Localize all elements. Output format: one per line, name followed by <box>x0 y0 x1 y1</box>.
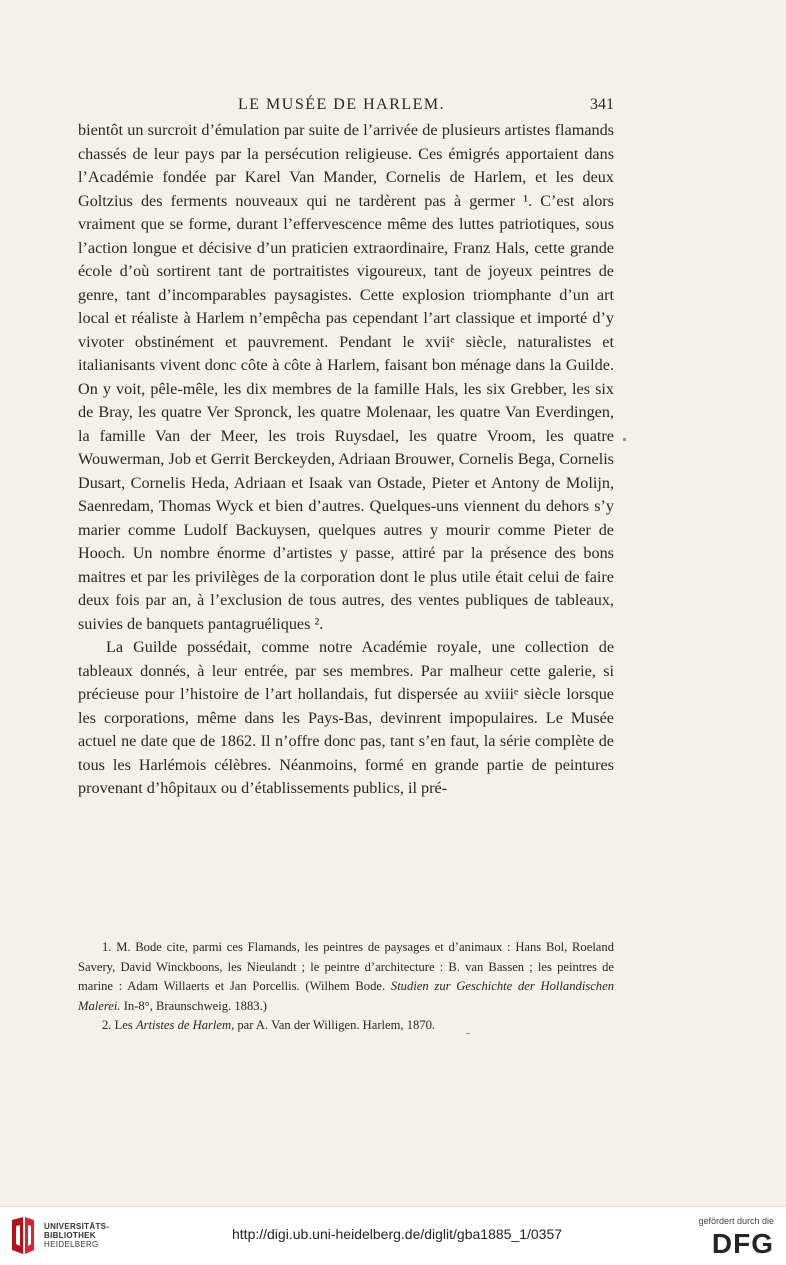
sponsor <box>684 1216 774 1259</box>
footnote-1 <box>78 938 614 1016</box>
page-number: 341 <box>590 96 614 113</box>
library-name-line: HEIDELBERG <box>44 1240 99 1249</box>
permalink[interactable]: http://digi.ub.uni-heidelberg.de/diglit/gba1885_1/0357 <box>232 1226 563 1242</box>
digitization-footer <box>0 1206 786 1265</box>
university-library-logo-icon[interactable] <box>10 1216 36 1256</box>
running-title: LE MUSÉE DE HARLEM. <box>238 96 446 113</box>
sponsor-label: gefördert durch die <box>698 1216 774 1226</box>
footnote-2 <box>78 1016 614 1036</box>
scan-speck <box>623 438 626 441</box>
footnotes <box>78 938 614 1036</box>
scan-speck <box>466 1033 470 1034</box>
footnote-1-title: Studien zur Geschichte der Hollandischen Malerei. <box>78 979 614 1013</box>
footnote-1-end: In-8°, Braunschweig. 1883.) <box>120 998 267 1013</box>
library-name <box>44 1222 109 1249</box>
footnote-1-text: 1. M. Bode cite, parmi ces Flamands, les peintres de paysages et d’animaux : Hans Bol, Roeland Savery, David Winckboons, les Nieulandt ; le peintre d’architecture : B. van Bassen ; les peintres de marine : Adam Willaerts et Jan Porcellis. (Wilhem Bode. <box>78 940 614 993</box>
library-name-line: UNIVERSITÄTS- <box>44 1222 110 1231</box>
paragraph-1: bientôt un surcroit d’émulation par suite de l’arrivée de plusieurs artistes flamands chassés de leur pays par la persécution religieuse. Ces émigrés apportaient dans l’Académie fondée par Karel Van Mander, Cornelis de Harlem, et les deux Goltzius des ferments nouveaux qui ne tardèrent pas à germer ¹. C’est alors vraiment que se forme, durant l’effervescence même des luttes patriotiques, sous l’action longue et décisive d’un praticien extraordinaire, Franz Hals, cette grande école d’où sortirent tant de portraitistes vigoureux, tant de joyeux peintres de genre, tant d’incomparables paysagistes. Cette explosion triomphante d’un art local et réaliste à Harlem n’empêcha pas cependant l’art classique et importé d’y vivoter obstinément et pauvrement. Pendant le xviiᵉ siècle, naturalistes et italianisants vivent donc côte à côte à Harlem, faisant bon ménage dans la Guilde. On y voit, pêle-mêle, les dix membres de la famille Hals, les six Grebber, les six de Bray, les quatre Ver Spronck, les quatre Molenaar, les quatre Van Everdingen, la famille Van der Meer, les trois Ruysdael, les quatre Vroom, les quatre Wouwerman, Job et Gerrit Berckeyden, Adriaan Brouwer, Cornelis Bega, Cornelis Dusart, Cornelis Heda, Adriaan et Isaak van Ostade, Pieter et Antony de Molijn, Saenredam, Thomas Wyck et bien d’autres. Quelques-uns viennent du dehors s’y marier comme Ludolf Backuysen, quelques autres y mourir comme Pieter de Hooch. Un nombre énorme d’artistes y passe, attiré par la présence des bons maitres et par les privilèges de la corporation dont le plus utile était celui de faire deux fois par an, à l’exclusion de tous autres, des ventes publiques de tableaux, suivies de banquets pantagruéliques ². <box>78 121 614 633</box>
footnote-2-text: 2. Les <box>102 1018 136 1032</box>
main-text <box>78 119 614 801</box>
dfg-logo[interactable]: DFG <box>711 1228 774 1259</box>
page-header <box>78 96 614 120</box>
library-name-line: BIBLIOTHEK <box>44 1231 96 1240</box>
paragraph-2: La Guilde possédait, comme notre Académie royale, une collection de tableaux donnés, à leur entrée, par ses membres. Par malheur cette galerie, si précieuse pour l’histoire de l’art hollandais, fut dispersée au xviiiᵉ siècle lorsque les corporations, même dans les Pays-Bas, devinrent impopulaires. Le Musée actuel ne date que de 1862. Il n’offre donc pas, tant s’en faut, la série complète de tous les Harlémois célèbres. Néanmoins, formé en grande partie de peintures provenant d’hôpitaux ou d’établissements publics, il pré- <box>78 638 614 797</box>
footnote-2-end: par A. Van der Willigen. Harlem, 1870. <box>234 1018 436 1032</box>
footnote-2-title: Artistes de Harlem, <box>135 1018 235 1032</box>
